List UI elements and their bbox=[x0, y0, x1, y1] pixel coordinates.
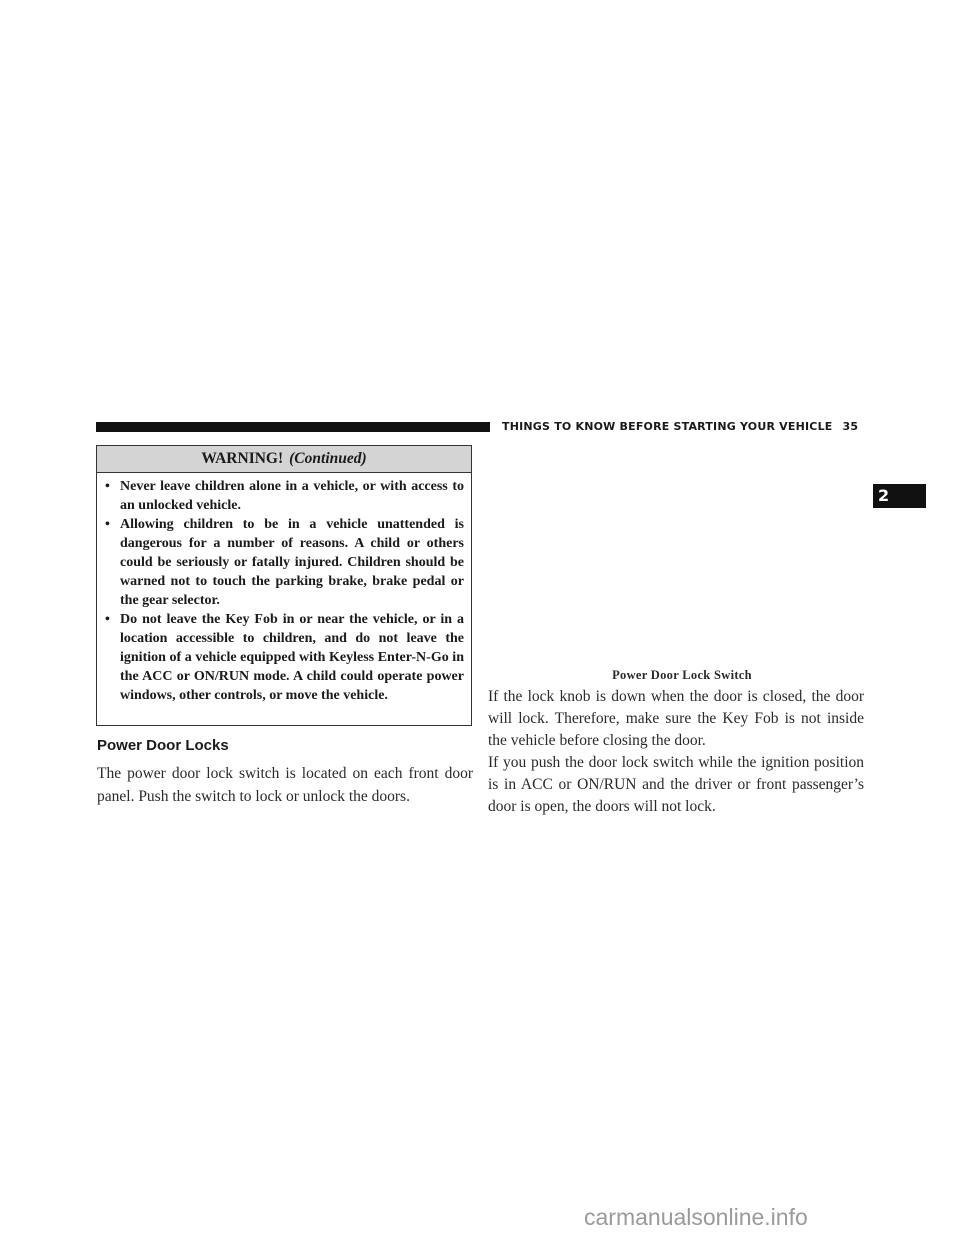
section-body: The power door lock switch is located on each front door panel. Push the switch to lock or unlock the doors. bbox=[97, 765, 473, 805]
running-header bbox=[502, 420, 858, 433]
warning-item: • Never leave children alone in a vehicle, or with access to an unlocked vehicle. bbox=[105, 479, 464, 513]
warning-item: • Do not leave the Key Fob in or near the vehicle, or in a location accessible to children, and do not leave the ignition of a vehicle equipped with Keyless Enter-N-Go in the ACC or ON/RUN mode. A child could operate power windows, other controls, or move the vehicle. bbox=[105, 612, 464, 703]
chapter-title: THINGS TO KNOW BEFORE STARTING YOUR VEHICLE bbox=[502, 420, 833, 433]
body-paragraph: If you push the door lock switch while the ignition position is in ACC or ON/RUN and the driver or front passenger’s door is open, the doors will not lock. bbox=[488, 754, 864, 815]
page-number: 35 bbox=[842, 420, 859, 433]
header-rule bbox=[96, 422, 490, 432]
chapter-tab: 2 bbox=[873, 484, 926, 508]
bullet-icon: • bbox=[105, 479, 110, 494]
watermark: carmanualsonline.info bbox=[584, 1204, 808, 1230]
warning-header bbox=[97, 446, 471, 473]
bullet-icon: • bbox=[105, 517, 110, 532]
warning-item: • Allowing children to be in a vehicle unattended is dangerous for a number of reasons. A child or others could be seriously or fatally injured. Children should be warned not to touch the parking brake, brake pedal or the gear selector. bbox=[105, 517, 464, 608]
warning-continued: (Continued) bbox=[289, 450, 367, 467]
warning-title: WARNING! bbox=[201, 450, 284, 467]
figure-caption: Power Door Lock Switch bbox=[612, 668, 752, 682]
warning-list bbox=[97, 473, 471, 705]
bullet-icon: • bbox=[105, 612, 110, 627]
section-heading: Power Door Locks bbox=[97, 737, 229, 754]
body-paragraph: If the lock knob is down when the door is closed, the door will lock. Therefore, make sure the Key Fob is not inside the vehicle before closing the door. bbox=[488, 688, 864, 749]
warning-box bbox=[96, 445, 472, 726]
